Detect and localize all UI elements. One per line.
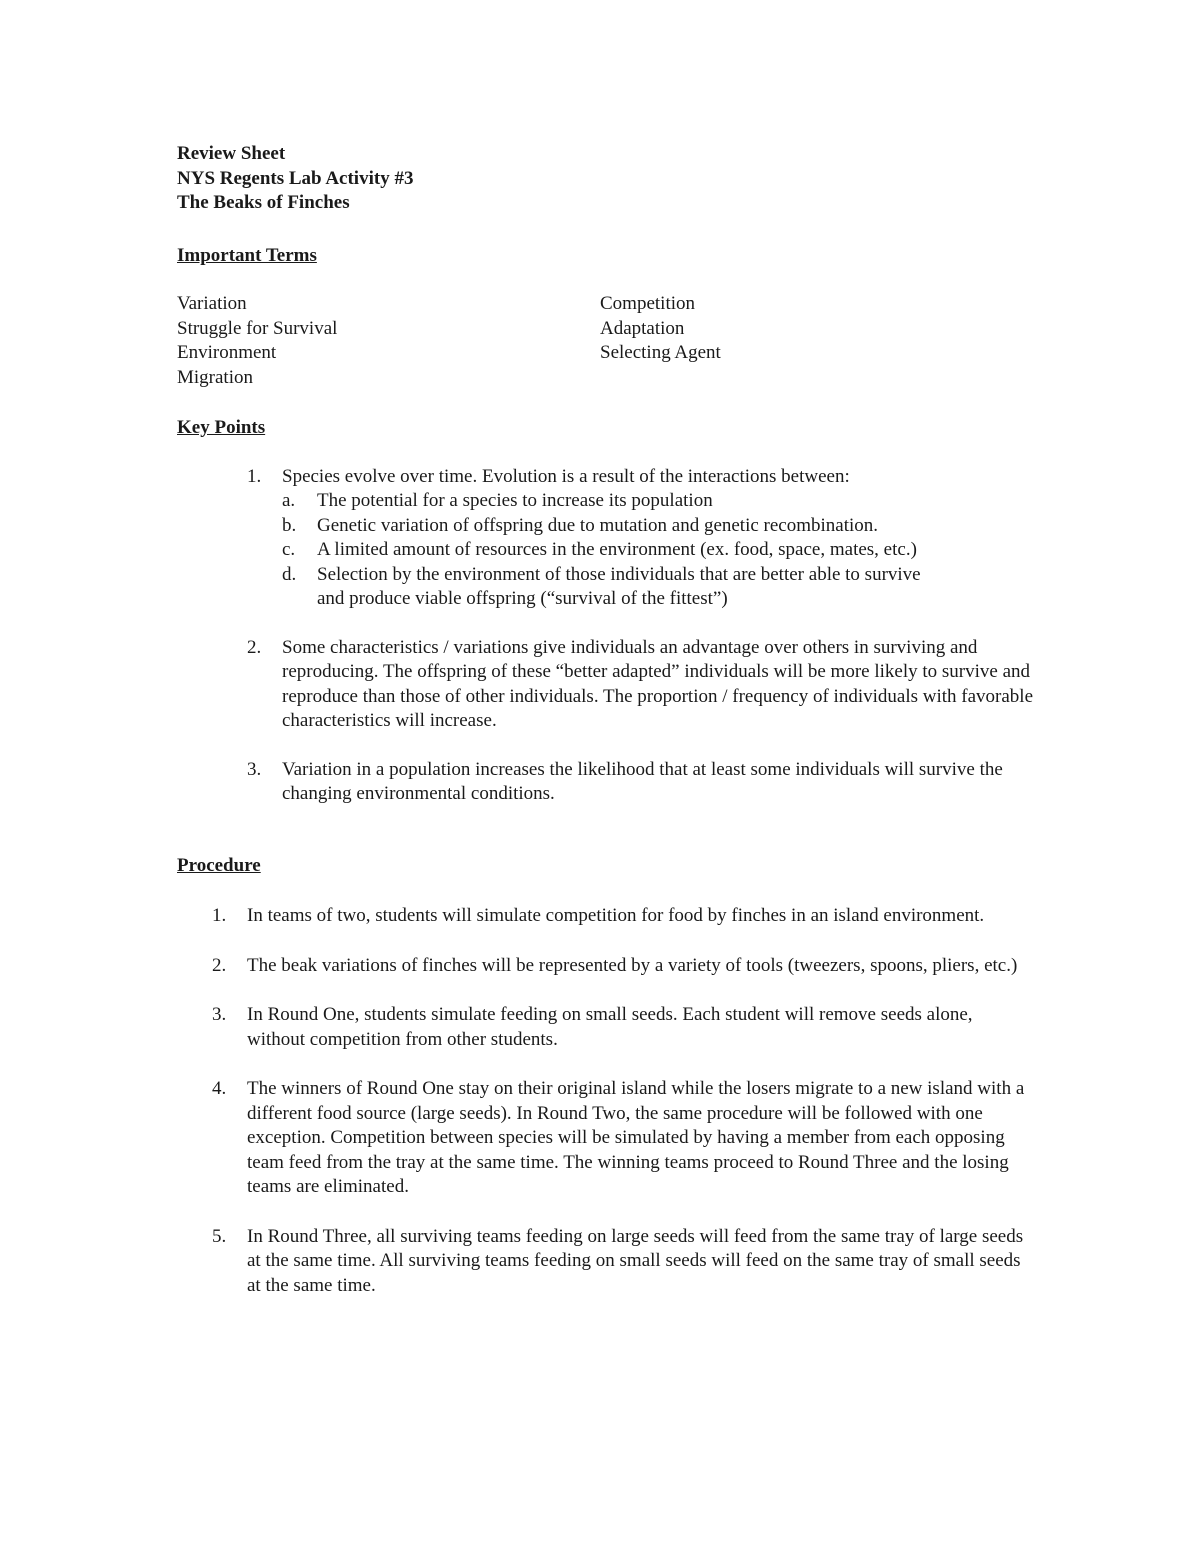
terms-list xyxy=(177,292,1037,390)
item-letter: c. xyxy=(282,539,296,560)
sub-item-text: Selection by the environment of those individuals that are better able to survive and produce viable offspring (“survival of the fittest”) xyxy=(317,563,921,609)
item-letter: d. xyxy=(282,563,297,585)
key-points-list xyxy=(247,465,1034,807)
sub-list-item xyxy=(247,514,937,539)
term-item: Competition xyxy=(600,293,695,314)
sub-list xyxy=(247,489,937,612)
term-item: Migration xyxy=(177,366,253,388)
term-item: Adaptation xyxy=(600,317,685,339)
item-number: 1. xyxy=(212,905,227,926)
document-page xyxy=(177,142,1037,1298)
item-text: Species evolve over time. Evolution is a result of the interactions between: xyxy=(282,465,850,487)
list-item xyxy=(247,465,937,612)
list-item xyxy=(247,758,1052,807)
item-letter: a. xyxy=(282,490,296,511)
review-sheet-title: Review Sheet xyxy=(177,143,286,164)
lab-activity-title: NYS Regents Lab Activity #3 xyxy=(177,167,414,189)
sub-item-text: A limited amount of resources in the environment (ex. food, space, mates, etc.) xyxy=(317,539,917,560)
item-text: Variation in a population increases the likelihood that at least some individuals will survive the changing environmental conditions. xyxy=(282,758,1003,804)
list-item xyxy=(212,954,1027,979)
item-number: 5. xyxy=(212,1225,227,1247)
terms-right-column xyxy=(600,292,900,390)
list-item xyxy=(212,904,1027,929)
item-text: The winners of Round One stay on their original island while the losers migrate to a new island with a different food source (large seeds). In Round Two, the same procedure will be followed with one exception. Competition between species will be simulated by having a member from each opposing team feed from the tray at the same time. The winning teams proceed to Round Three and the losing teams are eliminated. xyxy=(247,1078,1025,1197)
procedure-list xyxy=(212,904,1027,1298)
item-text: In Round One, students simulate feeding on small seeds. Each student will remove seeds alone, without competition from other students. xyxy=(247,1004,973,1050)
item-number: 2. xyxy=(247,636,262,658)
item-letter: b. xyxy=(282,514,297,536)
item-text: In teams of two, students will simulate competition for food by finches in an island environment. xyxy=(247,905,985,926)
document-title: The Beaks of Finches xyxy=(177,192,350,213)
sub-item-text: Genetic variation of offspring due to mutation and genetic recombination. xyxy=(317,514,879,536)
terms-left-column xyxy=(177,292,600,390)
list-item xyxy=(212,1003,1027,1052)
item-number: 1. xyxy=(247,465,262,487)
procedure-heading: Procedure xyxy=(177,854,261,876)
sub-list-item xyxy=(247,563,937,612)
important-terms-heading: Important Terms xyxy=(177,244,317,266)
key-points-heading: Key Points xyxy=(177,417,266,438)
item-number: 4. xyxy=(212,1078,227,1099)
term-item: Selecting Agent xyxy=(600,342,721,363)
term-item: Variation xyxy=(177,293,247,314)
list-item xyxy=(212,1077,1027,1200)
item-text: In Round Three, all surviving teams feeding on large seeds will feed from the same tray of large seeds at the same time. All surviving teams feeding on small seeds will feed on the same tray of small seeds at the same time. xyxy=(247,1225,1024,1296)
term-item: Struggle for Survival xyxy=(177,317,338,339)
sub-list-item xyxy=(247,538,937,563)
list-item xyxy=(212,1225,1027,1299)
sub-list-item xyxy=(247,489,937,514)
item-number: 3. xyxy=(247,758,262,780)
list-item xyxy=(247,636,1052,734)
item-number: 2. xyxy=(212,954,227,976)
item-text: The beak variations of finches will be represented by a variety of tools (tweezers, spoons, pliers, etc.) xyxy=(247,954,1018,976)
item-number: 3. xyxy=(212,1004,227,1025)
sub-item-text: The potential for a species to increase its population xyxy=(317,490,713,511)
item-text: Some characteristics / variations give individuals an advantage over others in surviving and reproducing. The offspring of these “better adapted” individuals will be more likely to survive and reproduce than those of other individuals. The proportion / frequency of individuals with favorable characteristics will increase. xyxy=(282,636,1034,731)
term-item: Environment xyxy=(177,342,277,363)
